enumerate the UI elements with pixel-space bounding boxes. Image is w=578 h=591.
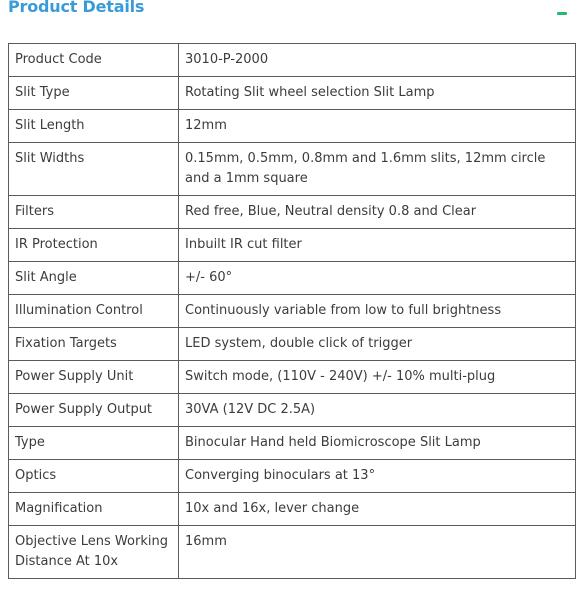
row-label: Type <box>9 427 179 460</box>
table-row <box>9 143 576 196</box>
table-row <box>9 361 576 394</box>
table-row <box>9 328 576 361</box>
row-label: Fixation Targets <box>9 328 179 361</box>
table-row <box>9 44 576 77</box>
table-row <box>9 526 576 579</box>
row-label: Slit Type <box>9 77 179 110</box>
row-value: Inbuilt IR cut filter <box>179 229 576 262</box>
row-value: Converging binoculars at 13° <box>179 460 576 493</box>
table-row <box>9 77 576 110</box>
row-label: Optics <box>9 460 179 493</box>
row-label: Objective Lens Working Distance At 10x <box>9 526 179 579</box>
row-value: 0.15mm, 0.5mm, 0.8mm and 1.6mm slits, 12mm circle and a 1mm square <box>179 143 576 196</box>
table-row <box>9 196 576 229</box>
product-details-table <box>8 43 576 579</box>
row-value: 10x and 16x, lever change <box>179 493 576 526</box>
table-row <box>9 493 576 526</box>
minus-icon[interactable] <box>557 12 567 15</box>
row-label: Slit Angle <box>9 262 179 295</box>
row-value: 30VA (12V DC 2.5A) <box>179 394 576 427</box>
row-label: Slit Widths <box>9 143 179 196</box>
row-label: Power Supply Unit <box>9 361 179 394</box>
row-label: Illumination Control <box>9 295 179 328</box>
row-value: Rotating Slit wheel selection Slit Lamp <box>179 77 576 110</box>
row-value: Continuously variable from low to full brightness <box>179 295 576 328</box>
row-label: Product Code <box>9 44 179 77</box>
row-value: 3010-P-2000 <box>179 44 576 77</box>
row-label: Magnification <box>9 493 179 526</box>
table-row <box>9 262 576 295</box>
section-title: Product Details <box>8 0 145 16</box>
row-value: 16mm <box>179 526 576 579</box>
row-value: LED system, double click of trigger <box>179 328 576 361</box>
row-label: Power Supply Output <box>9 394 179 427</box>
table-row <box>9 427 576 460</box>
table-row <box>9 460 576 493</box>
row-label: Filters <box>9 196 179 229</box>
row-value: Red free, Blue, Neutral density 0.8 and Clear <box>179 196 576 229</box>
row-label: Slit Length <box>9 110 179 143</box>
row-value: +/- 60° <box>179 262 576 295</box>
table-row <box>9 110 576 143</box>
table-row <box>9 394 576 427</box>
section-header[interactable] <box>0 0 578 30</box>
row-label: IR Protection <box>9 229 179 262</box>
table-row <box>9 295 576 328</box>
row-value: Switch mode, (110V - 240V) +/- 10% multi-plug <box>179 361 576 394</box>
row-value: 12mm <box>179 110 576 143</box>
table-row <box>9 229 576 262</box>
row-value: Binocular Hand held Biomicroscope Slit Lamp <box>179 427 576 460</box>
